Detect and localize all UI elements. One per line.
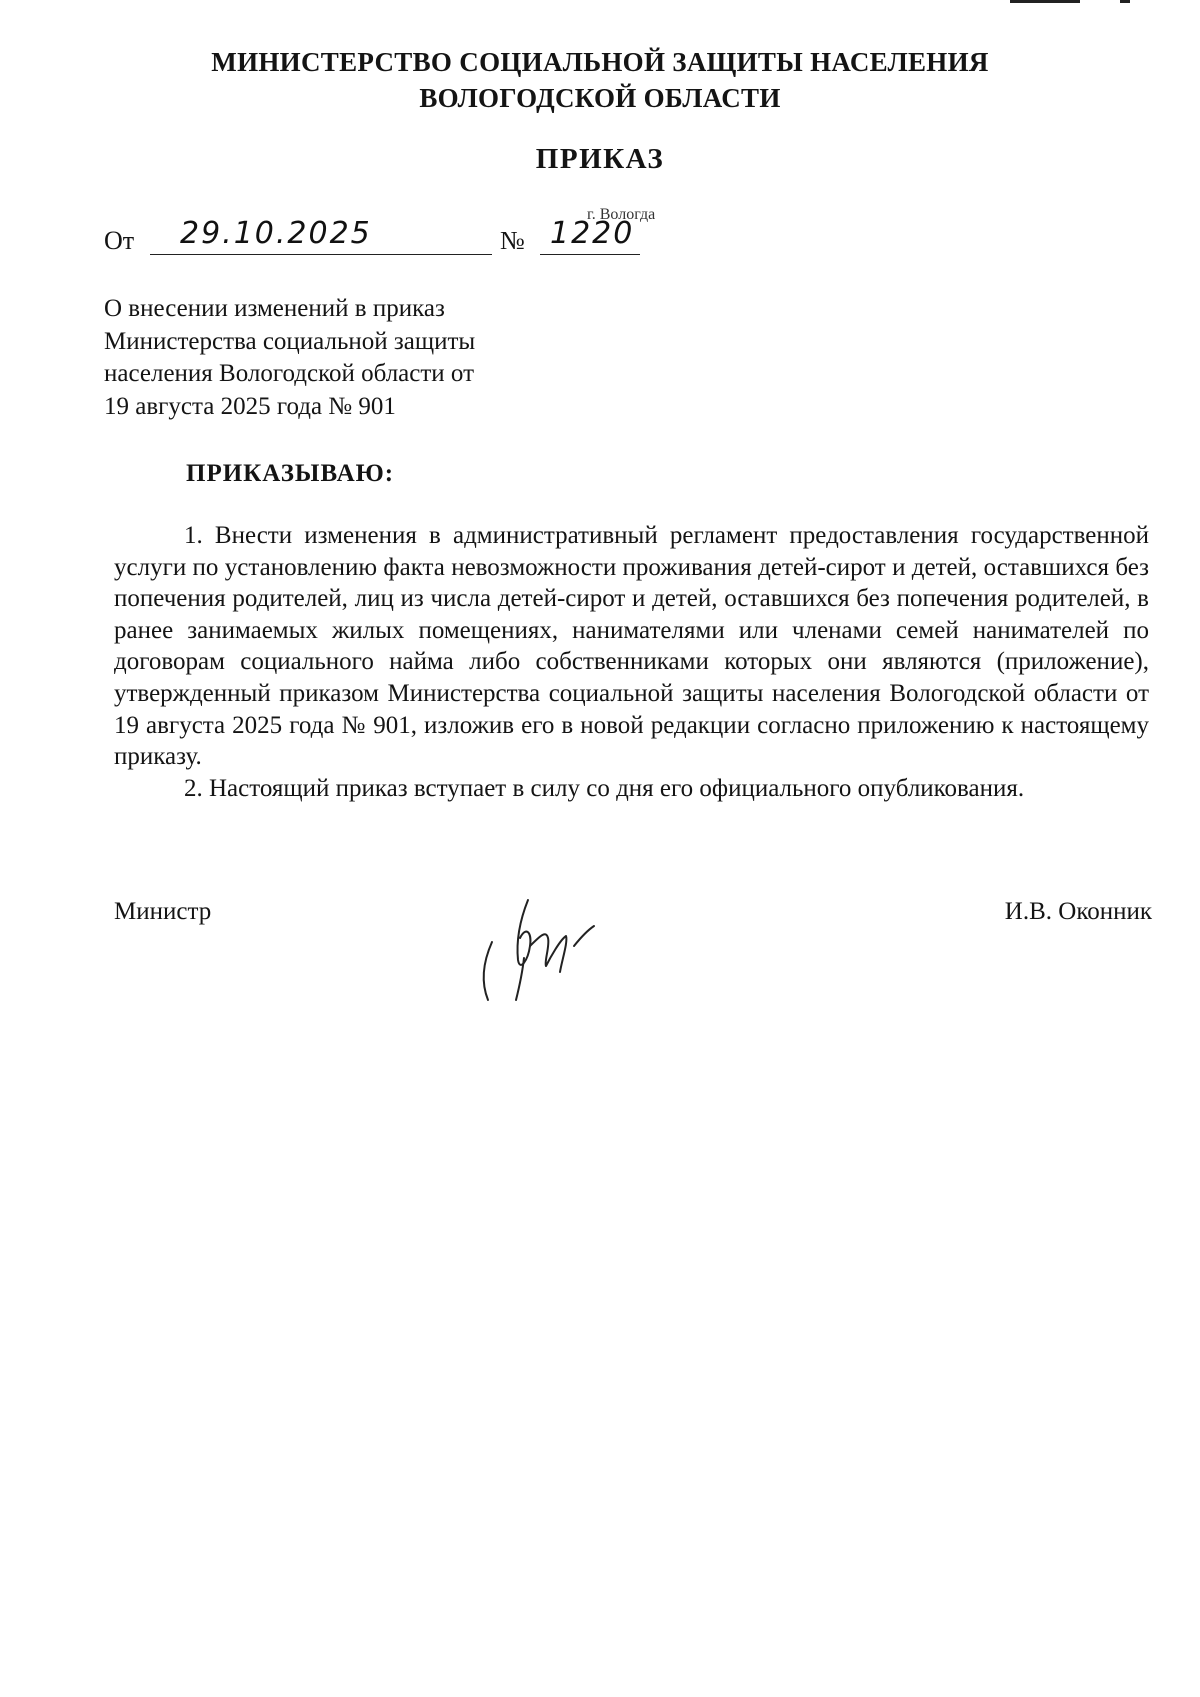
order-subject [104,293,544,423]
from-label: От [104,226,135,255]
date-underline [150,254,492,255]
ministry-header [100,44,1100,116]
subject-line: населения Вологодской области от [104,360,475,387]
document-title: ПРИКАЗ [535,143,665,175]
order-item-1: 1. Внести изменения в административный регламент предоставления государственной услуги по установлению факта невозможности проживания детей-сирот и детей, оставшихся без попечения родителей, лиц из числа детей-сирот и детей, оставшихся без попечения родителей, в ранее занимаемых жилых помещениях, нанимателями или членами семей нанимателей по договорам социального найма либо собственниками которых они являются (приложение), утвержденный приказом Министерства социальной защиты населения Вологодской области от 19 августа 2025 года № 901, изложив его в новой редакции согласно приложению к настоящему приказу. [114,522,1149,771]
subject-line: 19 августа 2025 года № 901 [104,392,396,420]
number-underline [540,254,640,255]
ministry-header-line1: МИНИСТЕРСТВО СОЦИАЛЬНОЙ ЗАЩИТЫ НАСЕЛЕНИЯ [211,47,989,77]
subject-line: Министерства социальной защиты [104,327,476,355]
scan-artifact [1010,0,1080,3]
signer-position: Министр [114,898,212,925]
scan-artifact [1120,0,1130,3]
handwritten-number: 1220 [550,216,635,251]
order-body [114,520,1149,804]
ministry-header-line2: ВОЛОГОДСКОЙ ОБЛАСТИ [419,83,781,113]
signer-name: И.В. Оконник [1004,898,1152,925]
handwritten-signature [470,880,610,1010]
city-label: г. Вологда [587,206,656,223]
subject-line: О внесении изменений в приказ [104,295,445,322]
handwritten-date: 29.10.2025 [180,216,372,251]
order-word-heading: ПРИКАЗЫВАЮ: [186,460,395,487]
order-item-2: 2. Настоящий приказ вступает в силу со дня его официального опубликования. [184,774,1025,802]
number-label: № [500,226,525,255]
